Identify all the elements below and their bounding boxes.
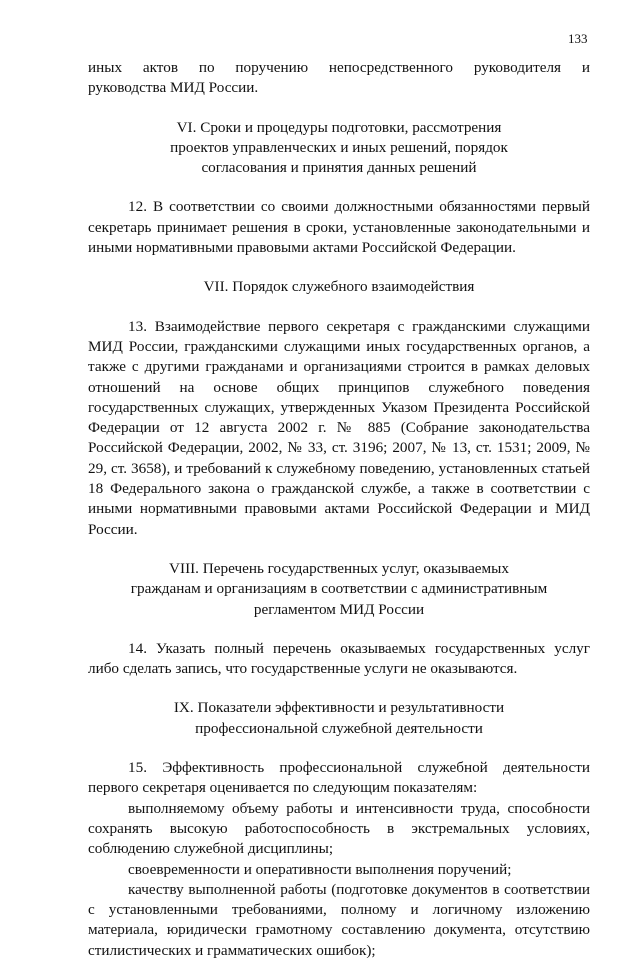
- intro-line-2: руководства МИД России.: [88, 79, 259, 97]
- paragraph-12: 12. В соответствии со своими должностными обязанностями первый секретарь принимает решения в сроки, установленные законодательными и иными нормативными правовыми актами Российской Федерации.: [88, 198, 590, 257]
- list-item: качеству выполненной работы (подготовке документов в соответствии с установленными требованиями, полному и логичному изложению материала, юридически грамотному составлению документа, отсутствию стилистических и грамматических ошибок);: [88, 880, 590, 959]
- list-item: выполняемому объему работы и интенсивности труда, способности сохранять высокую работоспособность в экстремальных условиях, соблюдению служебной дисциплины;: [88, 799, 590, 858]
- intro-line-1: иных актов по поручению непосредственного руководителя и: [88, 59, 590, 76]
- heading-line: VIII. Перечень государственных услуг, оказываемых: [169, 559, 509, 577]
- page-number: 133: [568, 31, 588, 46]
- paragraph-14: 14. Указать полный перечень оказываемых государственных услуг либо сделать запись, что государственные услуги не оказываются.: [88, 639, 590, 678]
- heading-line: профессиональной служебной деятельности: [195, 719, 483, 737]
- document-body: [88, 58, 590, 961]
- paragraph-15: 15. Эффективность профессиональной служебной деятельности первого секретаря оценивается по следующим показателям:: [88, 759, 590, 797]
- heading-line: гражданам и организациям в соответствии с административным: [130, 580, 548, 598]
- list-item: своевременности и оперативности выполнения поручений;: [128, 860, 512, 878]
- section-7-heading: VII. Порядок служебного взаимодействия: [203, 278, 475, 296]
- heading-line: VI. Сроки и процедуры подготовки, рассмотрения: [176, 118, 502, 136]
- heading-line: IX. Показатели эффективности и результативности: [173, 699, 505, 717]
- section-9-heading: [88, 698, 590, 739]
- heading-line: регламентом МИД России: [253, 600, 425, 618]
- section-6-heading: [88, 118, 590, 179]
- heading-line: согласования и принятия данных решений: [201, 159, 477, 177]
- paragraph-13: 13. Взаимодействие первого секретаря с гражданскими служащими МИД России, гражданскими служащими иных государственных органов, а также с другими гражданами и организациями строится в рамках деловых отношений на основе общих принципов служебного поведения государственных служащих, утвержденных Указом Президента Российской Федерации от 12 августа 2002 г. № 885 (Собрание законодательства Российской Федерации, 2002, № 33, ст. 3196; 2007, № 13, ст. 1531; 2009, № 29, ст. 3658), и требований к служебному поведению, установленных статьей 18 Федерального закона о гражданской службе, а также в соответствии с иными нормативными правовыми актами Российской Федерации и МИД России.: [88, 317, 590, 538]
- section-8-heading: [88, 559, 590, 620]
- heading-line: проектов управленческих и иных решений, порядок: [170, 138, 508, 156]
